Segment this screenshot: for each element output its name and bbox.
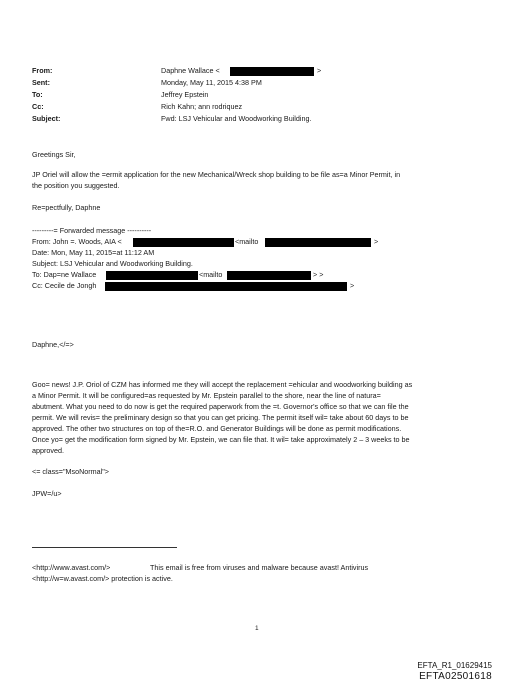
to-label: To: <box>32 90 43 99</box>
from-label: From: <box>32 66 53 75</box>
forward-close: > <box>350 281 355 290</box>
forward-close: > > <box>313 270 324 279</box>
message-line: approved. The other two structures on top of the=R.O. and Generator Buildings will be done as permit modifications. <box>32 424 402 433</box>
forward-date: Date: Mon, May 11, 2015=at 11:12 AM <box>32 248 155 257</box>
forward-marker: ---------= Forwarded message ---------- <box>32 226 152 235</box>
greeting: Greetings Sir, <box>32 150 76 159</box>
message-line: Once yo= get the modification form signed by Mr. Epstein, we can file that. It wil= take approximately 2 – 3 weeks to be <box>32 435 410 444</box>
redaction-box <box>133 238 234 247</box>
from-value: Daphne Wallace < <box>161 66 220 75</box>
forward-mailto: <mailto <box>235 237 259 246</box>
message-line: approved. <box>32 446 64 455</box>
from-close: > <box>317 66 322 75</box>
redaction-box <box>227 271 311 280</box>
sent-label: Sent: <box>32 78 50 87</box>
redaction-box <box>230 67 314 76</box>
redaction-box <box>106 271 198 280</box>
signoff: Re=pectfully, Daphne <box>32 203 101 212</box>
initials: JPW=/u> <box>32 489 62 498</box>
sent-value: Monday, May 11, 2015 4:38 PM <box>161 78 262 87</box>
message-salutation: Daphne,</=> <box>32 340 74 349</box>
bates-ref-2: EFTA02501618 <box>419 671 492 682</box>
forward-from: From: John =. Woods, AIA < <box>32 237 122 246</box>
avast-text: This email is free from viruses and malware because avast! Antivirus <box>150 563 369 572</box>
redaction-box <box>265 238 371 247</box>
forward-mailto: <mailto <box>199 270 223 279</box>
subject-label: Subject: <box>32 114 61 123</box>
forward-to: To: Dap=ne Wallace <box>32 270 97 279</box>
forward-cc: Cc: Cecile de Jongh <box>32 281 97 290</box>
forward-subject: Subject: LSJ Vehicular and Woodworking Building. <box>32 259 193 268</box>
bates-ref-1: EFTA_R1_01629415 <box>417 661 492 670</box>
mso-class-line: <= class="MsoNormal"> <box>32 467 110 476</box>
avast-line2: <http://w=w.avast.com/> protection is active. <box>32 574 173 583</box>
page-number: 1 <box>255 625 259 632</box>
subject-value: Fwd: LSJ Vehicular and Woodworking Building. <box>161 114 312 123</box>
message-line: Goo= news! J.P. Oriol of CZM has informed me they will accept the replacement =ehicular and woodworking building as <box>32 380 413 389</box>
redaction-box <box>105 282 347 291</box>
avast-link[interactable]: <http://www.avast.com/> <box>32 563 111 572</box>
cc-value: Rich Kahn; ann rodriquez <box>161 102 243 111</box>
message-line: permit. We will revis= the preliminary design so that you can get pricing. The permit itself wil= take about 60 days to be <box>32 413 409 422</box>
para1-line1: JP Oriel will allow the =ermit application for the new Mechanical/Wreck shop building to be file as=a Minor Permit, in <box>32 170 401 179</box>
to-value: Jeffrey Epstein <box>161 90 209 99</box>
message-line: abutment. What you need to do now is get the required paperwork from the =t. Governor's office so that we can file the <box>32 402 409 411</box>
message-line: a Minor Permit. It will be configured=as requested by Mr. Epstein parallel to the shore, near the line of natura= <box>32 391 381 400</box>
separator-line <box>32 547 177 548</box>
forward-close: > <box>374 237 379 246</box>
cc-label: Cc: <box>32 102 44 111</box>
para1-line2: the position you suggested. <box>32 181 120 190</box>
